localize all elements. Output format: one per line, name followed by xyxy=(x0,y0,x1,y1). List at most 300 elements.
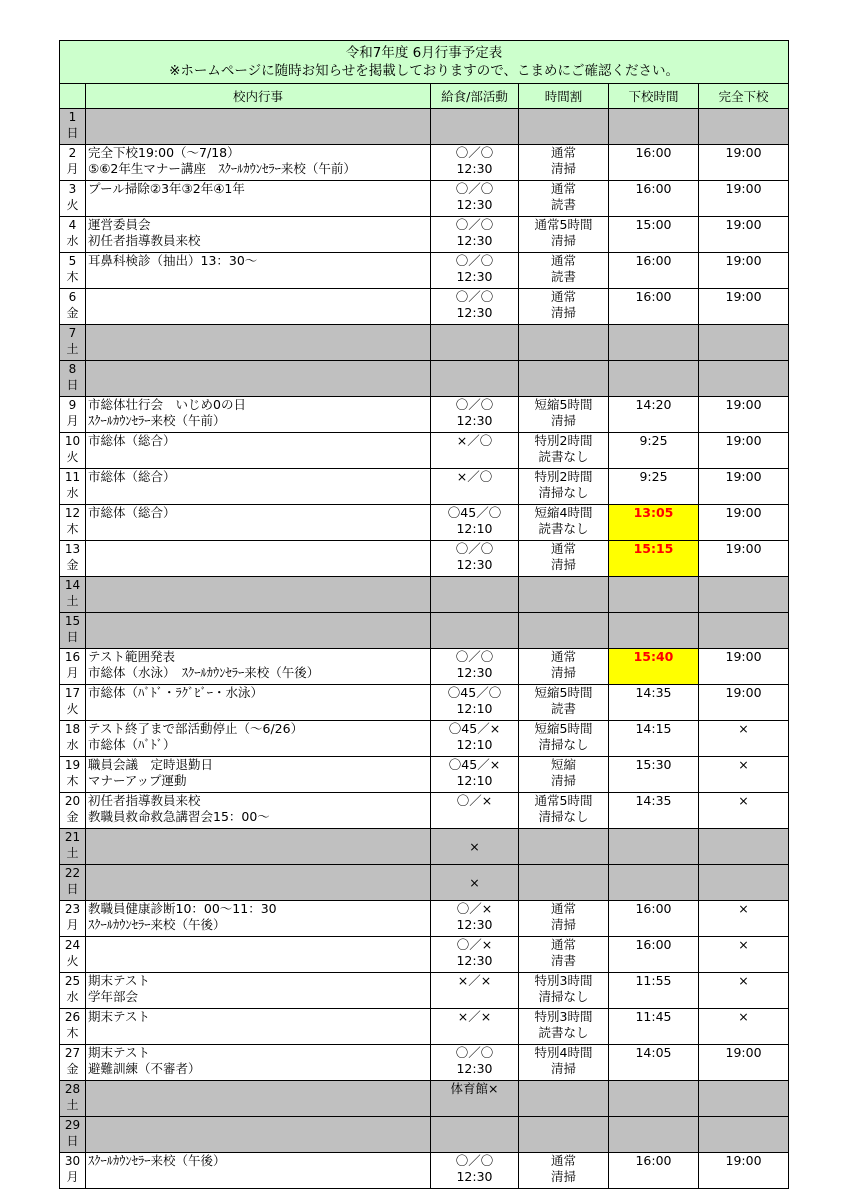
day-of-week: 火 xyxy=(66,198,79,212)
header-timetable: 時間割 xyxy=(519,84,609,109)
dismissal-cell xyxy=(609,613,699,649)
full-dismissal-time: × xyxy=(738,757,749,772)
full-dismissal-time: 19:00 xyxy=(725,541,762,556)
events-cell xyxy=(86,505,431,541)
full-dismissal-cell xyxy=(699,289,789,325)
dismissal-time: 11:45 xyxy=(635,1009,672,1024)
timetable-text: 清掃 xyxy=(550,1169,576,1184)
date-cell xyxy=(60,793,86,829)
dismissal-cell xyxy=(609,865,699,901)
full-dismissal-cell xyxy=(699,1117,789,1153)
dismissal-time: 16:00 xyxy=(635,937,672,952)
dismissal-time: 13:05 xyxy=(633,505,674,520)
lunch-club-cell xyxy=(431,361,519,397)
events-cell xyxy=(86,289,431,325)
lunch-club-cell xyxy=(431,685,519,721)
events-cell xyxy=(86,253,431,289)
lunch-club-cell xyxy=(431,505,519,541)
timetable-cell xyxy=(519,1117,609,1153)
dismissal-time: 14:35 xyxy=(635,685,672,700)
lunch-club-text: 12:30 xyxy=(456,953,493,968)
event-text: 市総体（水泳） ｽｸｰﾙｶｳﾝｾﾗｰ来校（午後） xyxy=(88,665,320,680)
event-text: 避難訓練（不審者） xyxy=(88,1061,201,1076)
event-text: 教職員救命救急講習会15：00～ xyxy=(88,809,270,824)
timetable-cell xyxy=(519,1081,609,1117)
full-dismissal-time: 19:00 xyxy=(725,181,762,196)
day-row xyxy=(60,397,789,433)
full-dismissal-cell xyxy=(699,361,789,397)
lunch-club-text: 12:30 xyxy=(456,413,493,428)
day-row xyxy=(60,577,789,613)
full-dismissal-time: 19:00 xyxy=(725,433,762,448)
full-dismissal-cell xyxy=(699,973,789,1009)
lunch-club-cell xyxy=(431,1045,519,1081)
day-number: 18 xyxy=(64,722,81,736)
timetable-cell xyxy=(519,721,609,757)
dismissal-time: 11:55 xyxy=(635,973,672,988)
timetable-text: 通常5時間 xyxy=(534,793,593,808)
events-cell xyxy=(86,613,431,649)
full-dismissal-time: 19:00 xyxy=(725,289,762,304)
lunch-club-text: × xyxy=(469,874,480,890)
header-row xyxy=(60,84,789,109)
date-cell xyxy=(60,973,86,1009)
full-dismissal-cell xyxy=(699,433,789,469)
day-row xyxy=(60,109,789,145)
dismissal-time: 15:15 xyxy=(633,541,674,556)
lunch-club-text: 〇／〇 xyxy=(455,397,494,412)
dismissal-cell xyxy=(609,1117,699,1153)
lunch-club-text: 12:30 xyxy=(456,665,493,680)
event-text: 初任者指導教員来校 xyxy=(88,233,201,248)
event-text: 市総体壮行会 いじめ0の日 xyxy=(88,397,246,412)
lunch-club-text: 〇45／〇 xyxy=(447,505,502,520)
day-number: 3 xyxy=(68,182,77,196)
timetable-cell xyxy=(519,433,609,469)
dismissal-cell xyxy=(609,397,699,433)
timetable-text: 短縮5時間 xyxy=(534,397,593,412)
full-dismissal-cell xyxy=(699,109,789,145)
date-cell xyxy=(60,1081,86,1117)
event-text: ｽｸｰﾙｶｳﾝｾﾗｰ来校（午後） xyxy=(88,1153,226,1168)
date-cell xyxy=(60,649,86,685)
date-cell xyxy=(60,109,86,145)
header-dismissal: 下校時間 xyxy=(609,84,699,109)
day-row xyxy=(60,865,789,901)
dismissal-cell xyxy=(609,289,699,325)
event-text: プール掃除②3年③2年④1年 xyxy=(88,181,245,196)
dismissal-time: 16:00 xyxy=(635,1153,672,1168)
day-number: 6 xyxy=(68,290,77,304)
timetable-cell xyxy=(519,361,609,397)
day-row xyxy=(60,289,789,325)
timetable-text: 読書なし xyxy=(538,449,589,464)
timetable-text: 短縮5時間 xyxy=(534,685,593,700)
events-cell xyxy=(86,685,431,721)
timetable-cell xyxy=(519,181,609,217)
dismissal-time: 15:30 xyxy=(635,757,672,772)
lunch-club-cell xyxy=(431,253,519,289)
day-number: 2 xyxy=(68,146,77,160)
event-text: ｽｸｰﾙｶｳﾝｾﾗｰ来校（午後） xyxy=(88,917,226,932)
lunch-club-text: 体育館× xyxy=(450,1081,499,1096)
timetable-text: 清掃なし xyxy=(538,989,589,1004)
day-of-week: 水 xyxy=(66,990,79,1004)
events-cell xyxy=(86,1117,431,1153)
day-row xyxy=(60,1045,789,1081)
date-cell xyxy=(60,145,86,181)
event-text: 学年部会 xyxy=(88,989,139,1004)
timetable-cell xyxy=(519,649,609,685)
timetable-cell xyxy=(519,901,609,937)
day-of-week: 土 xyxy=(66,594,79,608)
timetable-text: 清掃 xyxy=(550,1061,576,1076)
day-of-week: 火 xyxy=(66,702,79,716)
lunch-club-cell xyxy=(431,541,519,577)
events-cell xyxy=(86,109,431,145)
timetable-cell xyxy=(519,145,609,181)
dismissal-time: 15:40 xyxy=(633,649,674,664)
full-dismissal-cell xyxy=(699,253,789,289)
lunch-club-cell xyxy=(431,469,519,505)
event-text: 耳鼻科検診（抽出）13：30～ xyxy=(88,253,258,268)
dismissal-cell xyxy=(609,325,699,361)
timetable-text: 清掃 xyxy=(550,557,576,572)
timetable-cell xyxy=(519,325,609,361)
full-dismissal-time: 19:00 xyxy=(725,685,762,700)
day-number: 12 xyxy=(64,506,81,520)
lunch-club-text: 〇／× xyxy=(456,901,493,916)
lunch-club-cell xyxy=(431,865,519,901)
lunch-club-text: 12:30 xyxy=(456,305,493,320)
timetable-text: 清掃なし xyxy=(538,737,589,752)
events-cell xyxy=(86,865,431,901)
timetable-text: 通常 xyxy=(550,181,576,196)
day-number: 7 xyxy=(68,326,77,340)
day-of-week: 土 xyxy=(66,1098,79,1112)
events-cell xyxy=(86,433,431,469)
day-of-week: 土 xyxy=(66,342,79,356)
timetable-text: 清掃 xyxy=(550,773,576,788)
lunch-club-text: 〇／〇 xyxy=(455,1045,494,1060)
dismissal-time: 16:00 xyxy=(635,289,672,304)
day-of-week: 日 xyxy=(66,882,79,896)
full-dismissal-cell xyxy=(699,649,789,685)
full-dismissal-cell xyxy=(699,577,789,613)
timetable-text: 短縮 xyxy=(550,757,576,772)
timetable-text: 特別3時間 xyxy=(534,1009,593,1024)
timetable-text: 通常 xyxy=(550,901,576,916)
lunch-club-text: ×／〇 xyxy=(456,433,493,448)
dismissal-time: 16:00 xyxy=(635,253,672,268)
timetable-text: 清掃 xyxy=(550,233,576,248)
timetable-text: 清掃 xyxy=(550,161,576,176)
events-cell xyxy=(86,397,431,433)
events-cell xyxy=(86,757,431,793)
day-number: 24 xyxy=(64,938,81,952)
timetable-cell xyxy=(519,469,609,505)
timetable-text: 特別2時間 xyxy=(534,433,593,448)
day-of-week: 日 xyxy=(66,126,79,140)
dismissal-cell xyxy=(609,757,699,793)
day-of-week: 金 xyxy=(66,558,79,572)
timetable-cell xyxy=(519,541,609,577)
lunch-club-cell xyxy=(431,217,519,253)
events-cell xyxy=(86,1081,431,1117)
event-text: ｽｸｰﾙｶｳﾝｾﾗｰ来校（午前） xyxy=(88,413,226,428)
full-dismissal-cell xyxy=(699,325,789,361)
timetable-cell xyxy=(519,1009,609,1045)
events-cell xyxy=(86,649,431,685)
day-of-week: 月 xyxy=(66,1170,79,1184)
timetable-text: 特別2時間 xyxy=(534,469,593,484)
full-dismissal-time: × xyxy=(738,1009,749,1024)
event-text: 教職員健康診断10：00～11：30 xyxy=(88,901,277,916)
event-text: 期末テスト xyxy=(88,973,151,988)
lunch-club-text: 12:10 xyxy=(456,773,493,788)
header-full-dismissal: 完全下校 xyxy=(699,84,789,109)
day-number: 15 xyxy=(64,614,81,628)
date-cell xyxy=(60,937,86,973)
full-dismissal-time: 19:00 xyxy=(725,397,762,412)
dismissal-cell xyxy=(609,181,699,217)
events-cell xyxy=(86,1153,431,1189)
lunch-club-text: 12:30 xyxy=(456,1061,493,1076)
event-text: 完全下校19:00（～7/18） xyxy=(88,145,240,160)
day-row xyxy=(60,253,789,289)
timetable-text: 清掃なし xyxy=(538,485,589,500)
lunch-club-text: 〇／〇 xyxy=(455,253,494,268)
lunch-club-cell xyxy=(431,433,519,469)
full-dismissal-time: 19:00 xyxy=(725,217,762,232)
full-dismissal-time: × xyxy=(738,721,749,736)
events-cell xyxy=(86,469,431,505)
lunch-club-cell xyxy=(431,181,519,217)
full-dismissal-time: 19:00 xyxy=(725,469,762,484)
lunch-club-cell xyxy=(431,757,519,793)
day-of-week: 水 xyxy=(66,738,79,752)
timetable-text: 清掃なし xyxy=(538,809,589,824)
timetable-text: 特別4時間 xyxy=(534,1045,593,1060)
date-cell xyxy=(60,1117,86,1153)
full-dismissal-time: × xyxy=(738,793,749,808)
day-row xyxy=(60,469,789,505)
dismissal-cell xyxy=(609,901,699,937)
timetable-text: 読書 xyxy=(550,701,576,716)
full-dismissal-cell xyxy=(699,613,789,649)
day-number: 29 xyxy=(64,1118,81,1132)
event-text: 市総体（総合） xyxy=(88,505,176,520)
dismissal-time: 15:00 xyxy=(635,217,672,232)
full-dismissal-cell xyxy=(699,829,789,865)
timetable-text: 読書 xyxy=(550,197,576,212)
day-of-week: 金 xyxy=(66,1062,79,1076)
day-row xyxy=(60,793,789,829)
event-text: ⑤⑥2年生マナー講座 ｽｸｰﾙｶｳﾝｾﾗｰ来校（午前） xyxy=(88,161,356,176)
day-of-week: 木 xyxy=(66,1026,79,1040)
dismissal-time: 14:15 xyxy=(635,721,672,736)
timetable-text: 清書 xyxy=(550,953,576,968)
dismissal-time: 14:05 xyxy=(635,1045,672,1060)
lunch-club-text: 12:30 xyxy=(456,557,493,572)
lunch-club-cell xyxy=(431,109,519,145)
day-of-week: 土 xyxy=(66,846,79,860)
timetable-text: 短縮5時間 xyxy=(534,721,593,736)
day-number: 16 xyxy=(64,650,81,664)
lunch-club-text: 〇／〇 xyxy=(455,217,494,232)
timetable-cell xyxy=(519,289,609,325)
date-cell xyxy=(60,541,86,577)
event-text: 運営委員会 xyxy=(88,217,151,232)
dismissal-cell xyxy=(609,1045,699,1081)
lunch-club-text: 12:30 xyxy=(456,161,493,176)
day-number: 11 xyxy=(64,470,81,484)
header-date xyxy=(60,84,86,109)
timetable-text: 通常 xyxy=(550,649,576,664)
day-of-week: 金 xyxy=(66,306,79,320)
lunch-club-cell xyxy=(431,649,519,685)
timetable-cell xyxy=(519,1153,609,1189)
full-dismissal-cell xyxy=(699,685,789,721)
day-row xyxy=(60,1117,789,1153)
day-of-week: 火 xyxy=(66,954,79,968)
full-dismissal-time: 19:00 xyxy=(725,253,762,268)
event-text: 期末テスト xyxy=(88,1045,151,1060)
day-row xyxy=(60,757,789,793)
day-of-week: 日 xyxy=(66,378,79,392)
dismissal-time: 16:00 xyxy=(635,145,672,160)
events-cell xyxy=(86,217,431,253)
lunch-club-text: × xyxy=(469,838,480,854)
full-dismissal-cell xyxy=(699,181,789,217)
day-row xyxy=(60,685,789,721)
lunch-club-text: 12:10 xyxy=(456,701,493,716)
full-dismissal-cell xyxy=(699,1009,789,1045)
events-cell xyxy=(86,181,431,217)
date-cell xyxy=(60,433,86,469)
day-number: 21 xyxy=(64,830,81,844)
dismissal-time: 9:25 xyxy=(639,469,668,484)
full-dismissal-time: × xyxy=(738,973,749,988)
full-dismissal-cell xyxy=(699,757,789,793)
dismissal-cell xyxy=(609,253,699,289)
timetable-cell xyxy=(519,973,609,1009)
timetable-text: 通常5時間 xyxy=(534,217,593,232)
date-cell xyxy=(60,577,86,613)
day-of-week: 水 xyxy=(66,234,79,248)
events-cell xyxy=(86,937,431,973)
dismissal-time: 16:00 xyxy=(635,901,672,916)
lunch-club-text: 〇／〇 xyxy=(455,289,494,304)
full-dismissal-cell xyxy=(699,1045,789,1081)
dismissal-cell xyxy=(609,793,699,829)
timetable-text: 通常 xyxy=(550,145,576,160)
lunch-club-cell xyxy=(431,721,519,757)
day-row xyxy=(60,145,789,181)
timetable-cell xyxy=(519,865,609,901)
day-number: 22 xyxy=(64,866,81,880)
dismissal-cell xyxy=(609,685,699,721)
day-row xyxy=(60,1081,789,1117)
full-dismissal-cell xyxy=(699,1081,789,1117)
day-row xyxy=(60,541,789,577)
timetable-text: 清掃 xyxy=(550,305,576,320)
timetable-text: 読書 xyxy=(550,269,576,284)
day-number: 5 xyxy=(68,254,77,268)
dismissal-cell xyxy=(609,469,699,505)
day-row xyxy=(60,829,789,865)
event-text: テスト終了まで部活動停止（～6/26） xyxy=(88,721,304,736)
full-dismissal-cell xyxy=(699,217,789,253)
lunch-club-cell xyxy=(431,901,519,937)
timetable-text: 通常 xyxy=(550,289,576,304)
event-text: 初任者指導教員来校 xyxy=(88,793,201,808)
dismissal-cell xyxy=(609,361,699,397)
lunch-club-cell xyxy=(431,829,519,865)
dismissal-cell xyxy=(609,145,699,181)
sheet-title xyxy=(60,41,789,84)
lunch-club-text: 〇／〇 xyxy=(455,145,494,160)
timetable-cell xyxy=(519,937,609,973)
day-of-week: 木 xyxy=(66,774,79,788)
date-cell xyxy=(60,757,86,793)
day-number: 30 xyxy=(64,1154,81,1168)
lunch-club-text: 12:10 xyxy=(456,521,493,536)
lunch-club-text: 〇／〇 xyxy=(455,1153,494,1168)
event-text: 市総体（総合） xyxy=(88,433,176,448)
date-cell xyxy=(60,829,86,865)
day-number: 14 xyxy=(64,578,81,592)
day-number: 17 xyxy=(64,686,81,700)
day-number: 9 xyxy=(68,398,77,412)
lunch-club-cell xyxy=(431,1081,519,1117)
dismissal-time: 14:35 xyxy=(635,793,672,808)
lunch-club-text: 〇／× xyxy=(456,937,493,952)
date-cell xyxy=(60,397,86,433)
day-row xyxy=(60,217,789,253)
lunch-club-text: 12:10 xyxy=(456,737,493,752)
timetable-text: 特別3時間 xyxy=(534,973,593,988)
date-cell xyxy=(60,505,86,541)
timetable-text: 読書なし xyxy=(538,1025,589,1040)
full-dismissal-cell xyxy=(699,145,789,181)
day-number: 28 xyxy=(64,1082,81,1096)
events-cell xyxy=(86,721,431,757)
event-text: テスト範囲発表 xyxy=(88,649,176,664)
lunch-club-cell xyxy=(431,937,519,973)
day-of-week: 木 xyxy=(66,270,79,284)
date-cell xyxy=(60,469,86,505)
timetable-cell xyxy=(519,109,609,145)
timetable-text: 読書なし xyxy=(538,521,589,536)
events-cell xyxy=(86,577,431,613)
event-text: 市総体（ﾊﾞﾄﾞ） xyxy=(88,737,176,752)
day-row xyxy=(60,901,789,937)
date-cell xyxy=(60,613,86,649)
day-row xyxy=(60,361,789,397)
timetable-cell xyxy=(519,505,609,541)
lunch-club-text: 〇45／× xyxy=(448,757,501,772)
day-of-week: 月 xyxy=(66,666,79,680)
full-dismissal-cell xyxy=(699,505,789,541)
day-row xyxy=(60,505,789,541)
lunch-club-text: 〇／× xyxy=(456,793,493,808)
date-cell xyxy=(60,217,86,253)
events-cell xyxy=(86,793,431,829)
day-row xyxy=(60,1153,789,1189)
day-of-week: 金 xyxy=(66,810,79,824)
day-row xyxy=(60,325,789,361)
